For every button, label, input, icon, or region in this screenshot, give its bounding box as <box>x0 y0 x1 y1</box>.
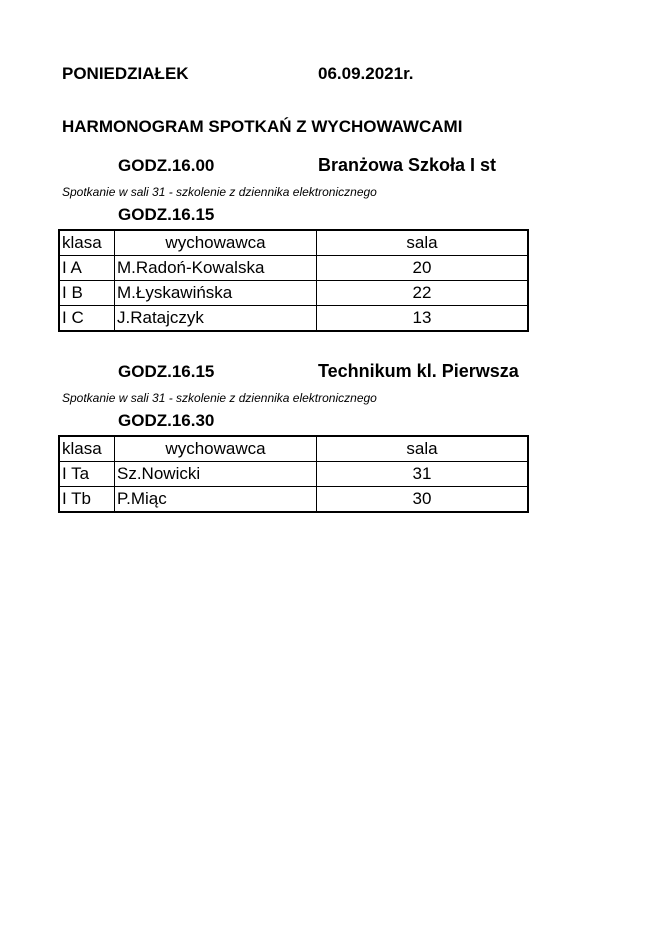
column-header-klasa: klasa <box>59 436 115 462</box>
day-label: PONIEDZIAŁEK <box>62 64 189 83</box>
section-1-table <box>58 229 529 332</box>
cell-klasa: I C <box>59 306 115 332</box>
cell-sala: 13 <box>317 306 529 332</box>
table-header-row <box>59 230 528 256</box>
column-header-wychowawca: wychowawca <box>115 436 317 462</box>
date-label: 06.09.2021r. <box>318 64 414 83</box>
table-row <box>59 306 528 332</box>
column-header-klasa: klasa <box>59 230 115 256</box>
section-2-table <box>58 435 529 513</box>
cell-sala: 22 <box>317 281 529 306</box>
column-header-sala: sala <box>317 436 529 462</box>
cell-wychowawca: Sz.Nowicki <box>115 462 317 487</box>
cell-wychowawca: M.Łyskawińska <box>115 281 317 306</box>
column-header-sala: sala <box>317 230 529 256</box>
cell-sala: 20 <box>317 256 529 281</box>
section-1-time: GODZ.16.00 <box>118 156 215 175</box>
section-1-school: Branżowa Szkoła I st <box>318 155 497 175</box>
section-2-school: Technikum kl. Pierwsza <box>318 361 519 381</box>
page-title: HARMONOGRAM SPOTKAŃ Z WYCHOWAWCAMI <box>62 117 463 136</box>
cell-klasa: I B <box>59 281 115 306</box>
section-2-note: Spotkanie w sali 31 - szkolenie z dziennika elektronicznego <box>62 391 377 405</box>
column-header-wychowawca: wychowawca <box>115 230 317 256</box>
section-1-second-time: GODZ.16.15 <box>118 205 215 224</box>
cell-klasa: I Ta <box>59 462 115 487</box>
section-2-time: GODZ.16.15 <box>118 362 215 381</box>
cell-sala: 31 <box>317 462 529 487</box>
cell-wychowawca: P.Miąc <box>115 487 317 513</box>
table-row <box>59 462 528 487</box>
section-2-second-time: GODZ.16.30 <box>118 411 215 430</box>
table-row <box>59 256 528 281</box>
section-1-note: Spotkanie w sali 31 - szkolenie z dziennika elektronicznego <box>62 185 377 199</box>
cell-wychowawca: J.Ratajczyk <box>115 306 317 332</box>
table-row <box>59 487 528 513</box>
table-header-row <box>59 436 528 462</box>
table-row <box>59 281 528 306</box>
cell-wychowawca: M.Radoń-Kowalska <box>115 256 317 281</box>
cell-sala: 30 <box>317 487 529 513</box>
cell-klasa: I Tb <box>59 487 115 513</box>
cell-klasa: I A <box>59 256 115 281</box>
